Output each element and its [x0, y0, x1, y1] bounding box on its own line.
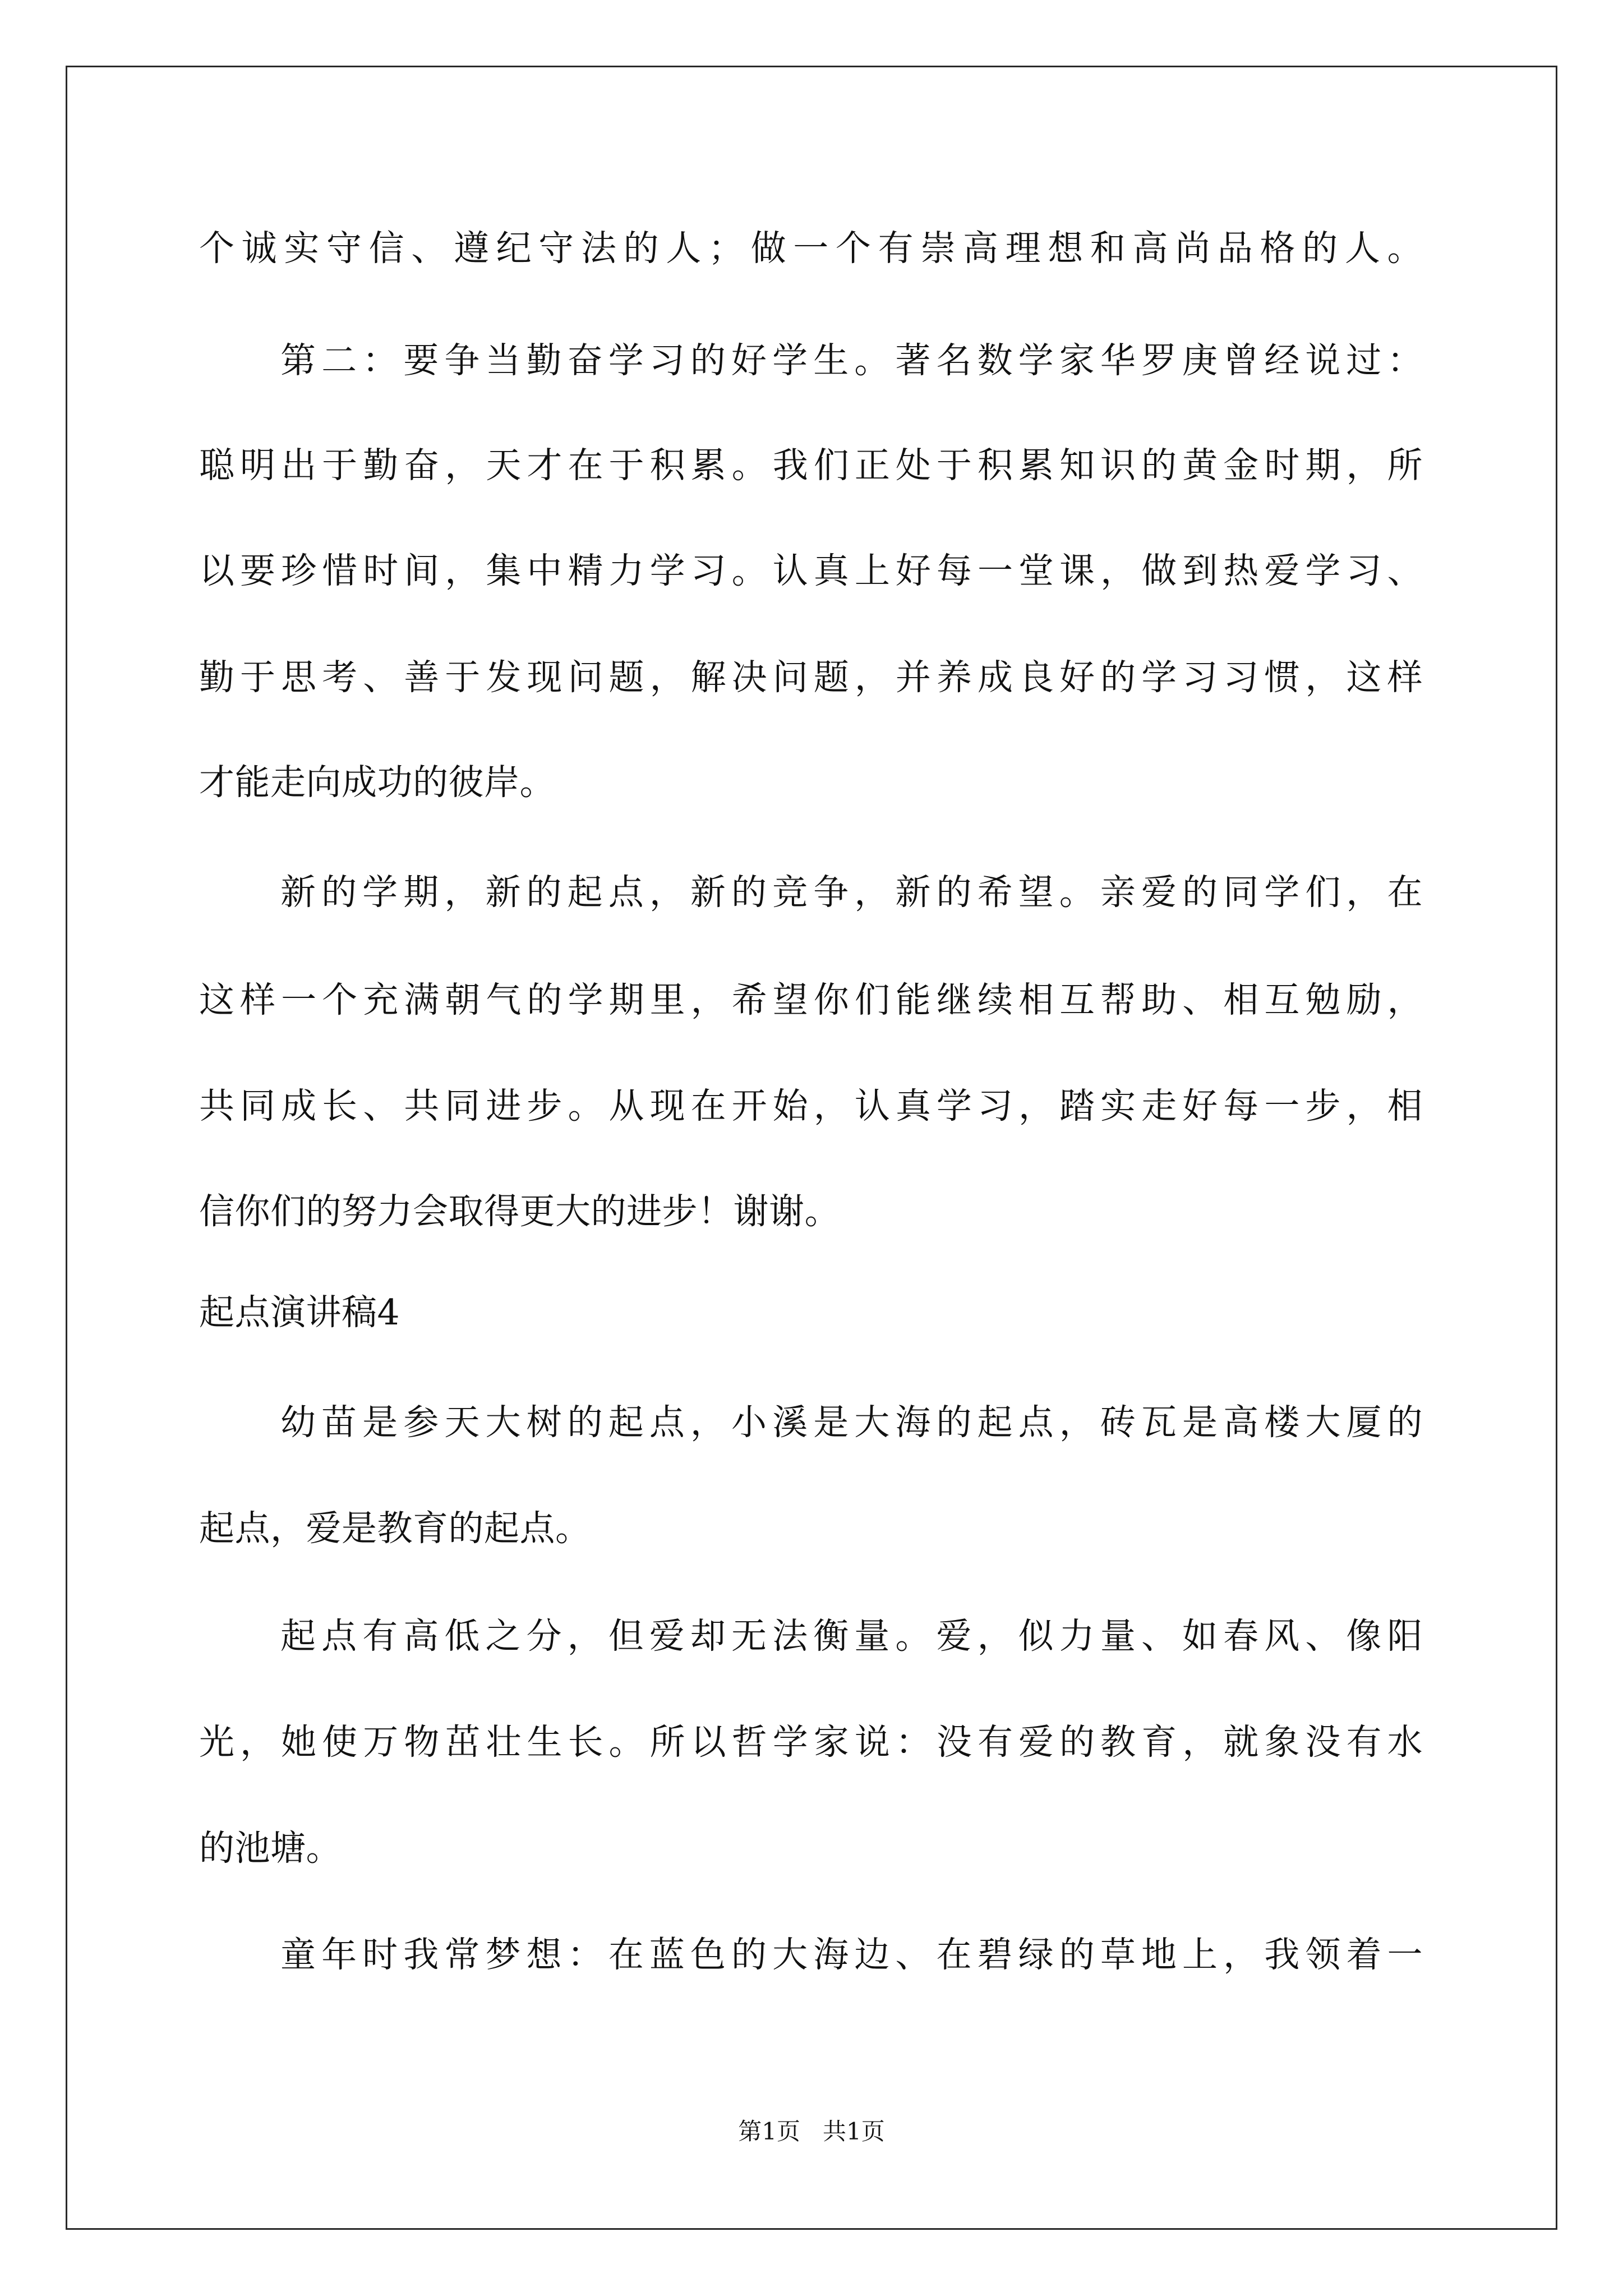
page-footer: 第1页 共1页	[738, 2118, 885, 2145]
paragraph-line: 新的学期，新的起点，新的竞争，新的希望。亲爱的同学们，在	[280, 872, 1423, 913]
paragraph-line: 信你们的努力会取得更大的进步！谢谢。	[199, 1191, 840, 1232]
paragraph-line: 起点，爱是教育的起点。	[199, 1508, 591, 1549]
paragraph-line: 光，她使万物茁壮生长。所以哲学家说：没有爱的教育，就象没有水	[199, 1722, 1423, 1763]
paragraph-line: 这样一个充满朝气的学期里，希望你们能继续相互帮助、相互勉励，	[199, 979, 1423, 1020]
paragraph-line: 才能走向成功的彼岸。	[199, 762, 555, 803]
paragraph-line: 个诚实守信、遵纪守法的人；做一个有崇高理想和高尚品格的人。	[199, 228, 1423, 269]
paragraph-line: 的池塘。	[199, 1828, 342, 1869]
section-heading: 起点演讲稿4	[199, 1292, 400, 1333]
paragraph-line: 聪明出于勤奋，天才在于积累。我们正处于积累知识的黄金时期，所	[199, 445, 1423, 486]
paragraph-line: 幼苗是参天大树的起点，小溪是大海的起点，砖瓦是高楼大厦的	[280, 1402, 1423, 1443]
page-border	[66, 66, 1557, 2230]
paragraph-line: 童年时我常梦想：在蓝色的大海边、在碧绿的草地上，我领着一	[280, 1934, 1423, 1975]
paragraph-line: 共同成长、共同进步。从现在开始，认真学习，踏实走好每一步，相	[199, 1085, 1423, 1126]
paragraph-line: 第二：要争当勤奋学习的好学生。著名数学家华罗庚曾经说过：	[280, 340, 1423, 381]
paragraph-line: 以要珍惜时间，集中精力学习。认真上好每一堂课，做到热爱学习、	[199, 550, 1423, 591]
paragraph-line: 起点有高低之分，但爱却无法衡量。爱，似力量、如春风、像阳	[280, 1616, 1423, 1657]
paragraph-line: 勤于思考、善于发现问题，解决问题，并养成良好的学习习惯，这样	[199, 657, 1423, 698]
